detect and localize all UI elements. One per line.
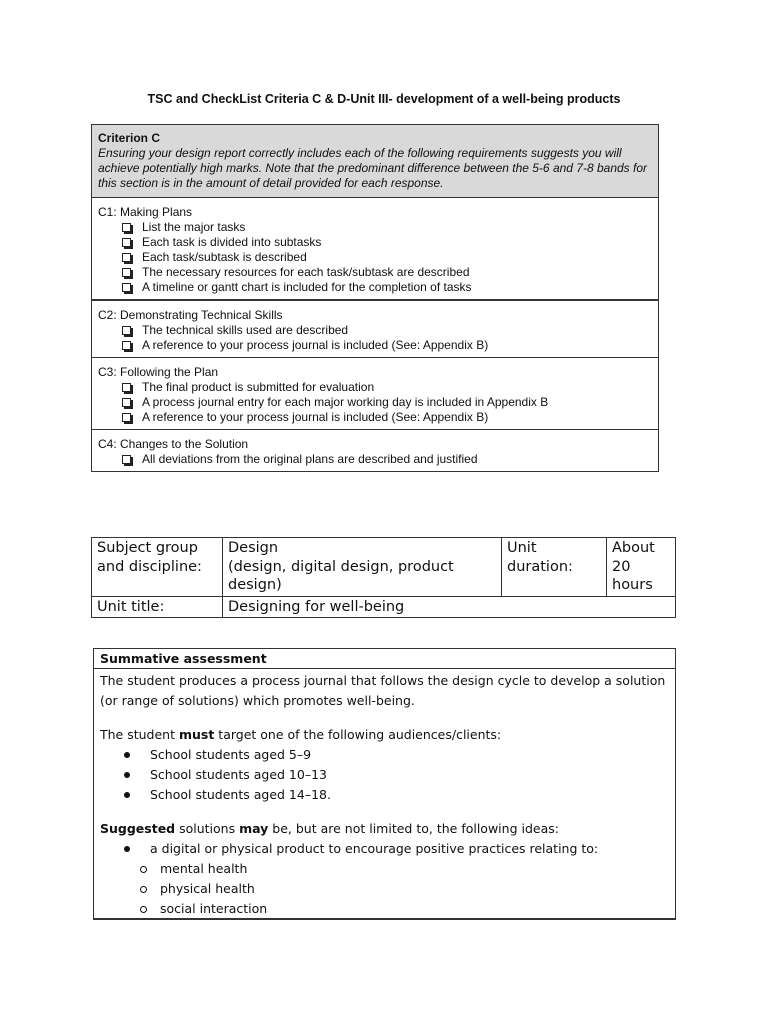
subject-value: Design (design, digital design, product design) <box>223 538 502 597</box>
unit-title-value: Designing for well-being <box>223 596 676 618</box>
checkbox-icon[interactable] <box>122 253 131 262</box>
sub-idea-item: mental health <box>140 859 669 879</box>
audience-item: School students aged 10–13 <box>122 765 669 785</box>
criterion-header <box>92 125 658 198</box>
section-c3 <box>92 358 658 430</box>
checklist-item[interactable]: A reference to your process journal is included (See: Appendix B) <box>122 410 652 425</box>
checklist-item[interactable]: A reference to your process journal is included (See: Appendix B) <box>122 338 652 353</box>
duration-value: About 20 hours <box>607 538 676 597</box>
checklist-item[interactable]: A process journal entry for each major working day is included in Appendix B <box>122 395 652 410</box>
duration-label: Unit duration: <box>502 538 607 597</box>
audience-item: School students aged 5–9 <box>122 745 669 765</box>
section-heading: C3: Following the Plan <box>98 365 219 379</box>
unit-info-table <box>91 537 676 618</box>
section-heading: C4: Changes to the Solution <box>98 437 249 451</box>
checklist-item[interactable]: List the major tasks <box>122 220 652 235</box>
checklist-item[interactable]: All deviations from the original plans are described and justified <box>122 452 652 467</box>
checkbox-icon[interactable] <box>122 283 131 292</box>
idea-item: a digital or physical product to encourage positive practices relating to: <box>122 839 669 859</box>
subject-label: Subject group and discipline: <box>92 538 223 597</box>
checkbox-icon[interactable] <box>122 455 131 464</box>
checklist-item[interactable]: The technical skills used are described <box>122 323 652 338</box>
checkbox-icon[interactable] <box>122 383 131 392</box>
suggested-solutions-text: Suggested solutions may be, but are not limited to, the following ideas: <box>100 821 559 836</box>
section-heading: C2: Demonstrating Technical Skills <box>98 308 283 322</box>
summative-intro: The student produces a process journal that follows the design cycle to develop a solution (or range of solutions) which promotes well-being. <box>100 673 666 708</box>
target-audience-text: The student must target one of the following audiences/clients: <box>100 727 502 742</box>
checklist-item[interactable]: The final product is submitted for evaluation <box>122 380 652 395</box>
criterion-heading: Criterion C <box>98 131 161 145</box>
audience-item: School students aged 14–18. <box>122 785 669 805</box>
checkbox-icon[interactable] <box>122 223 131 232</box>
checklist-item[interactable]: Each task is divided into subtasks <box>122 235 652 250</box>
unit-title-label: Unit title: <box>92 596 223 618</box>
document-title: TSC and CheckList Criteria C & D-Unit III- development of a well-being products <box>147 92 621 106</box>
checkbox-icon[interactable] <box>122 341 131 350</box>
section-heading: C1: Making Plans <box>98 205 193 219</box>
section-c1 <box>92 198 658 301</box>
checklist-item[interactable]: A timeline or gantt chart is included for the completion of tasks <box>122 280 652 295</box>
criterion-description: Ensuring your design report correctly includes each of the following requirements suggests you will achieve potentially high marks. Note that the predominant difference between the 5-6 and 7-8 bands for this section is in the amount of detail provided for each response. <box>98 146 648 190</box>
checkbox-icon[interactable] <box>122 238 131 247</box>
section-c4 <box>92 430 658 471</box>
sub-idea-item: social interaction <box>140 899 669 919</box>
summative-assessment-box <box>93 648 676 920</box>
checkbox-icon[interactable] <box>122 268 131 277</box>
checklist-item[interactable]: Each task/subtask is described <box>122 250 652 265</box>
checkbox-icon[interactable] <box>122 398 131 407</box>
checkbox-icon[interactable] <box>122 326 131 335</box>
sub-idea-item: physical health <box>140 879 669 899</box>
checkbox-icon[interactable] <box>122 413 131 422</box>
criterion-c-table <box>91 124 659 472</box>
summative-heading: Summative assessment <box>94 649 675 669</box>
checklist-item[interactable]: The necessary resources for each task/subtask are described <box>122 265 652 280</box>
section-c2 <box>92 301 658 358</box>
